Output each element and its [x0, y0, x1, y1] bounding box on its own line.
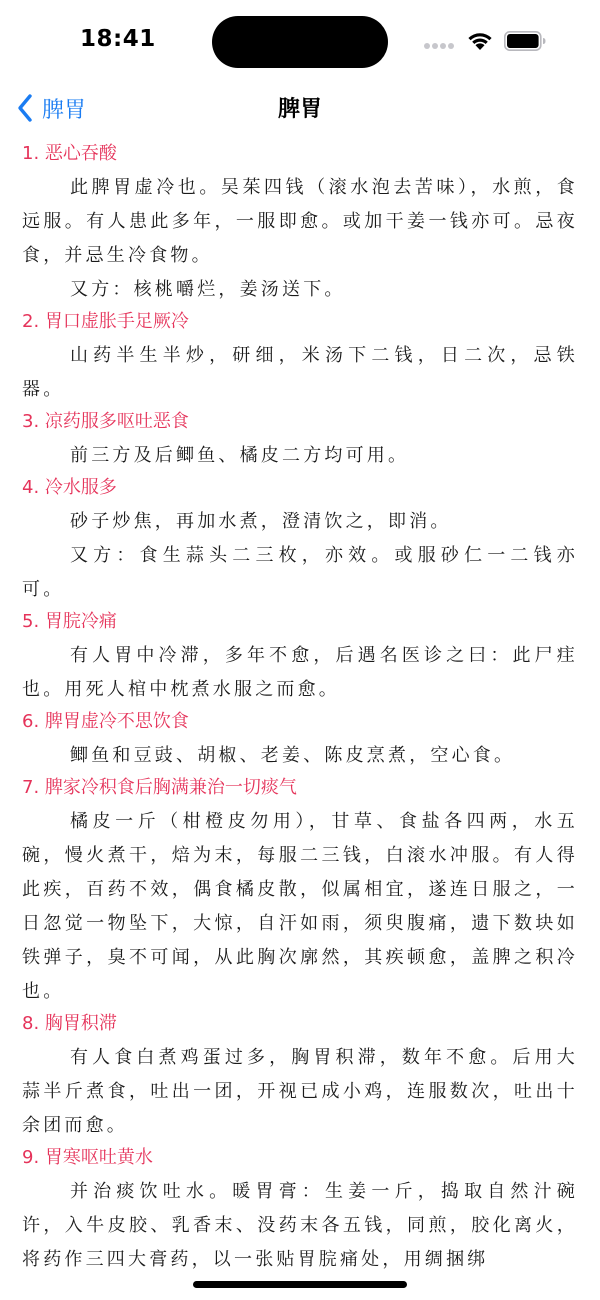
entry-title: 2. 胃口虚胀手足厥冷 [22, 311, 189, 332]
entry-paragraph: 山药半生半炒，研细，米汤下二钱，日二次，忌铁器。 [22, 345, 578, 400]
entry [22, 139, 578, 307]
entry [22, 407, 578, 473]
entry-paragraph: 又方：食生蒜头二三枚，亦效。或服砂仁一二钱亦可。 [22, 545, 578, 600]
entry [22, 1009, 578, 1143]
entry-title: 1. 恶心吞酸 [22, 143, 117, 164]
signal-icon [424, 43, 458, 49]
entry-title: 7. 脾家冷积食后胸满兼治一切痰气 [22, 777, 297, 798]
entry-paragraph: 砂子炒焦，再加水煮，澄清饮之，即消。 [70, 511, 452, 532]
content-list[interactable] [22, 139, 578, 1277]
entry-title: 6. 脾胃虚冷不思饮食 [22, 711, 189, 732]
entry-paragraph: 前三方及后鲫鱼、橘皮二方均可用。 [70, 445, 410, 466]
entry-title: 4. 冷水服多 [22, 477, 117, 498]
entry-title: 5. 胃脘冷痛 [22, 611, 117, 632]
status-bar [0, 0, 600, 80]
home-indicator[interactable] [193, 1281, 407, 1288]
battery-icon [504, 31, 546, 51]
entry-title: 8. 胸胃积滞 [22, 1013, 117, 1034]
entry [22, 607, 578, 707]
entry [22, 773, 578, 1009]
navigation-bar [0, 80, 600, 136]
entry-title: 3. 凉药服多呕吐恶食 [22, 411, 189, 432]
entry [22, 1143, 578, 1277]
back-button-label: 脾胃 [42, 97, 87, 123]
entry-title: 9. 胃寒呕吐黄水 [22, 1147, 153, 1168]
entry-paragraph: 鲫鱼和豆豉、胡椒、老姜、陈皮烹煮，空心食。 [70, 745, 516, 766]
entry [22, 707, 578, 773]
status-time: 18:41 [80, 26, 156, 52]
entry-paragraph: 此脾胃虚冷也。吴茱四钱（滚水泡去苦味），水煎，食远服。有人患此多年，一服即愈。或加干姜一钱亦可。忌夜食，并忌生冷食物。 [22, 177, 578, 266]
entry-paragraph: 并治痰饮吐水。暖胃膏：生姜一斤，捣取自然汁碗许，入牛皮胶、乳香末、没药末各五钱，同煎，胶化离火，将药作三四大膏药，以一张贴胃脘痛处，用绸捆绑 [22, 1181, 578, 1270]
entry [22, 307, 578, 407]
entry-paragraph: 有人胃中冷滞，多年不愈，后遇名医诊之曰：此尸疰也。用死人棺中枕煮水服之而愈。 [22, 645, 578, 700]
entry-paragraph: 橘皮一斤（柑橙皮勿用），甘草、食盐各四两，水五碗，慢火煮干，焙为末，每服二三钱，白滚水冲服。有人得此疾，百药不效，偶食橘皮散，似属相宜，遂连日服之，一日忽觉一物坠下，大惊，自汗如雨，须臾腹痛，遗下数块如铁弹子，臭不可闻，从此胸次廓然，其疾顿愈，盖脾之积冷也。 [22, 811, 578, 1002]
entry [22, 473, 578, 607]
entry-paragraph: 又方：核桃嚼烂，姜汤送下。 [70, 279, 346, 300]
page-title: 脾胃 [277, 97, 322, 122]
dynamic-island [212, 16, 388, 68]
wifi-icon [466, 29, 494, 51]
entry-paragraph: 有人食白煮鸡蛋过多，胸胃积滞，数年不愈。后用大蒜半斤煮食，吐出一团，开视已成小鸡，连服数次，吐出十余团而愈。 [22, 1047, 578, 1136]
